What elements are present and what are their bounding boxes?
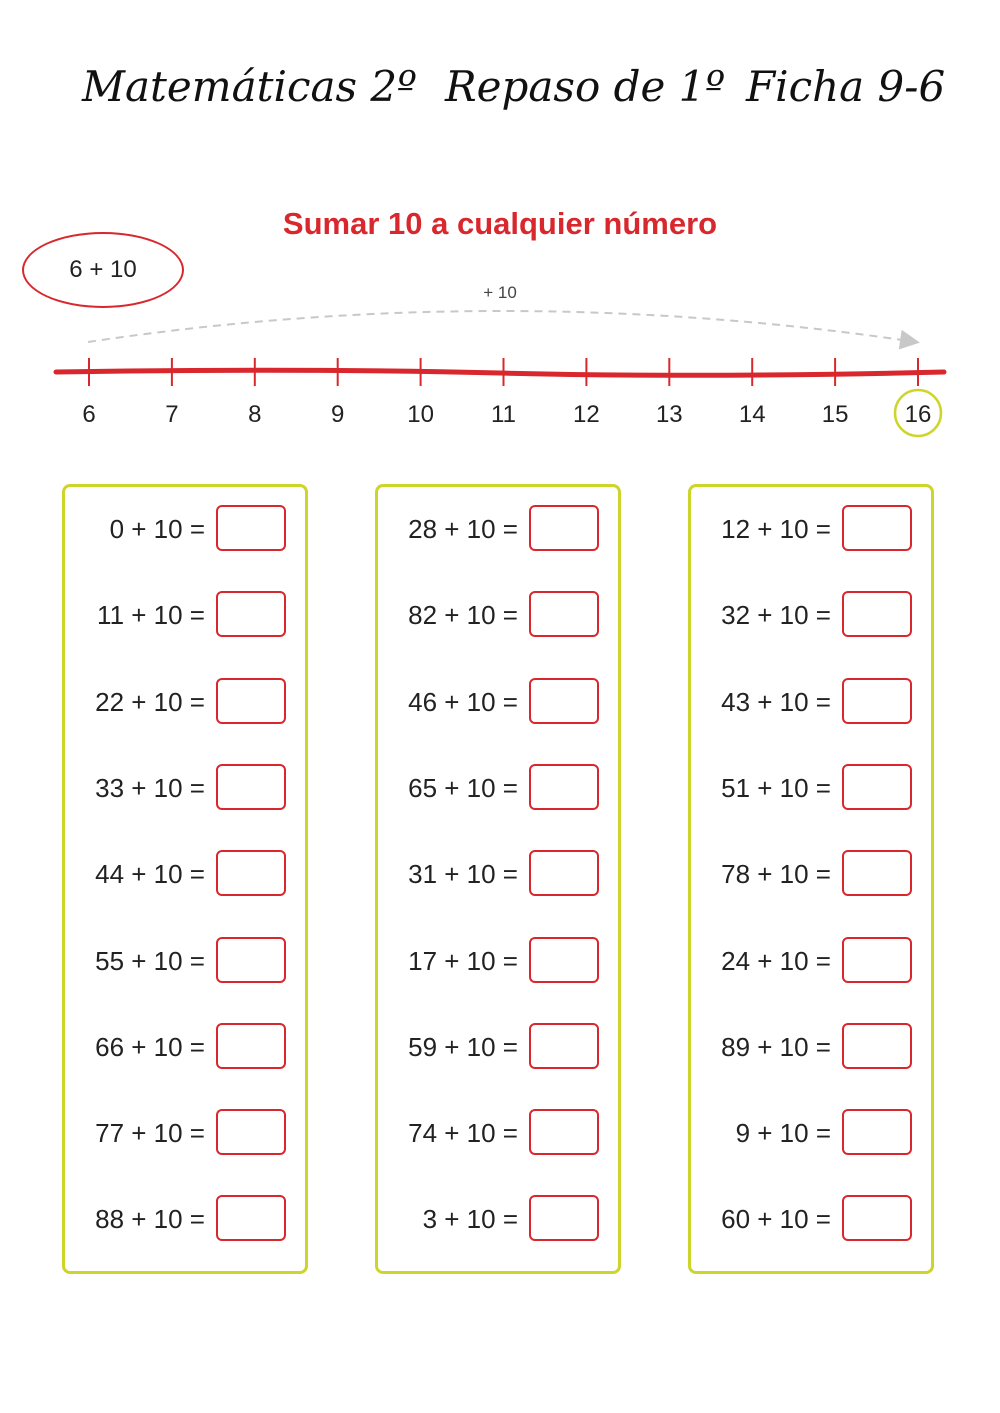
exercise-row (691, 1023, 931, 1071)
answer-input[interactable] (842, 505, 912, 551)
answer-input[interactable] (842, 850, 912, 896)
answer-input[interactable] (216, 1195, 286, 1241)
number-line-label: 7 (165, 401, 179, 428)
answer-input[interactable] (529, 764, 599, 810)
exercise-expression: 77 + 10 = (95, 1118, 205, 1149)
answer-input[interactable] (842, 1023, 912, 1069)
number-line-label: 16 (904, 401, 932, 428)
jump-arc (88, 311, 916, 342)
number-line-label: 8 (248, 401, 262, 428)
exercise-expression: 31 + 10 = (408, 859, 518, 890)
exercise-row (65, 591, 305, 639)
exercise-expression: 17 + 10 = (408, 945, 518, 976)
number-line-label: 13 (655, 401, 683, 428)
answer-input[interactable] (529, 1195, 599, 1241)
answer-input[interactable] (842, 591, 912, 637)
exercise-expression: 66 + 10 = (95, 1031, 205, 1062)
worksheet-header (0, 62, 1000, 122)
answer-input[interactable] (529, 678, 599, 724)
exercise-row (65, 1109, 305, 1157)
exercise-expression: 32 + 10 = (721, 600, 831, 631)
jump-label: + 10 (483, 283, 517, 302)
exercise-row (691, 764, 931, 812)
sheet-label: Ficha 9-6 (746, 62, 946, 111)
exercise-expression: 46 + 10 = (408, 686, 518, 717)
exercise-expression: 22 + 10 = (95, 686, 205, 717)
answer-input[interactable] (529, 505, 599, 551)
answer-input[interactable] (216, 1023, 286, 1069)
exercise-expression: 11 + 10 = (97, 600, 205, 631)
exercise-row (378, 1195, 618, 1243)
answer-input[interactable] (216, 937, 286, 983)
exercise-row (65, 764, 305, 812)
exercise-expression: 24 + 10 = (721, 945, 831, 976)
exercise-row (65, 678, 305, 726)
topic-label: Repaso de 1º (445, 62, 726, 111)
answer-input[interactable] (216, 505, 286, 551)
number-line-label: 9 (331, 401, 345, 428)
answer-input[interactable] (529, 937, 599, 983)
exercise-expression: 89 + 10 = (721, 1031, 831, 1062)
exercise-row (691, 505, 931, 553)
answer-input[interactable] (529, 850, 599, 896)
answer-input[interactable] (216, 1109, 286, 1155)
exercise-row (691, 678, 931, 726)
answer-input[interactable] (842, 1109, 912, 1155)
exercise-expression: 55 + 10 = (95, 945, 205, 976)
exercise-expression: 28 + 10 = (408, 514, 518, 544)
exercise-expression: 65 + 10 = (408, 772, 518, 803)
answer-input[interactable] (842, 678, 912, 724)
exercise-row (691, 850, 931, 898)
exercise-expression: 12 + 10 = (721, 514, 831, 544)
number-line-axis (56, 370, 944, 375)
answer-input[interactable] (842, 764, 912, 810)
exercise-expression: 33 + 10 = (95, 772, 205, 803)
exercise-expression: 78 + 10 = (721, 859, 831, 890)
exercise-column-1 (62, 484, 308, 1274)
answer-input[interactable] (529, 1109, 599, 1155)
exercise-row (65, 937, 305, 985)
exercise-expression: 60 + 10 = (721, 1204, 831, 1235)
exercise-row (65, 1195, 305, 1243)
answer-input[interactable] (842, 1195, 912, 1241)
exercise-column-2 (375, 484, 621, 1274)
exercise-row (65, 1023, 305, 1071)
answer-input[interactable] (529, 1023, 599, 1069)
exercise-row (378, 1109, 618, 1157)
exercise-row (378, 850, 618, 898)
example-expression: 6 + 10 (22, 232, 184, 308)
exercise-row (65, 505, 305, 553)
exercise-expression: 74 + 10 = (408, 1118, 518, 1149)
exercise-row (378, 505, 618, 553)
number-line (0, 270, 1000, 450)
exercise-expression: 3 + 10 = (422, 1204, 518, 1235)
answer-input[interactable] (216, 591, 286, 637)
exercise-expression: 59 + 10 = (408, 1031, 518, 1062)
exercise-expression: 43 + 10 = (721, 686, 831, 717)
answer-input[interactable] (216, 678, 286, 724)
exercise-row (65, 850, 305, 898)
number-line-label: 10 (407, 401, 434, 428)
answer-input[interactable] (842, 937, 912, 983)
number-line-label: 12 (573, 401, 600, 428)
exercise-row (691, 591, 931, 639)
exercise-row (378, 678, 618, 726)
exercise-expression: 51 + 10 = (721, 772, 831, 803)
exercise-expression: 9 + 10 = (735, 1118, 831, 1149)
exercise-row (378, 764, 618, 812)
number-line-label: 14 (738, 401, 766, 428)
exercise-row (691, 1195, 931, 1243)
exercise-column-3 (688, 484, 934, 1274)
exercise-expression: 0 + 10 = (109, 514, 205, 544)
exercise-expression: 44 + 10 = (95, 859, 205, 890)
exercise-row (378, 937, 618, 985)
answer-input[interactable] (216, 850, 286, 896)
answer-input[interactable] (216, 764, 286, 810)
number-line-label: 6 (82, 401, 96, 428)
exercise-expression: 82 + 10 = (408, 600, 518, 631)
exercise-expression: 88 + 10 = (95, 1204, 205, 1235)
number-line-label: 11 (491, 401, 516, 428)
exercise-row (378, 591, 618, 639)
exercise-row (378, 1023, 618, 1071)
subject-label: Matemáticas 2º (82, 62, 417, 111)
page-title: Sumar 10 a cualquier número (282, 206, 718, 241)
exercise-row (691, 1109, 931, 1157)
exercise-row (691, 937, 931, 985)
number-line-label: 15 (821, 401, 849, 428)
answer-input[interactable] (529, 591, 599, 637)
